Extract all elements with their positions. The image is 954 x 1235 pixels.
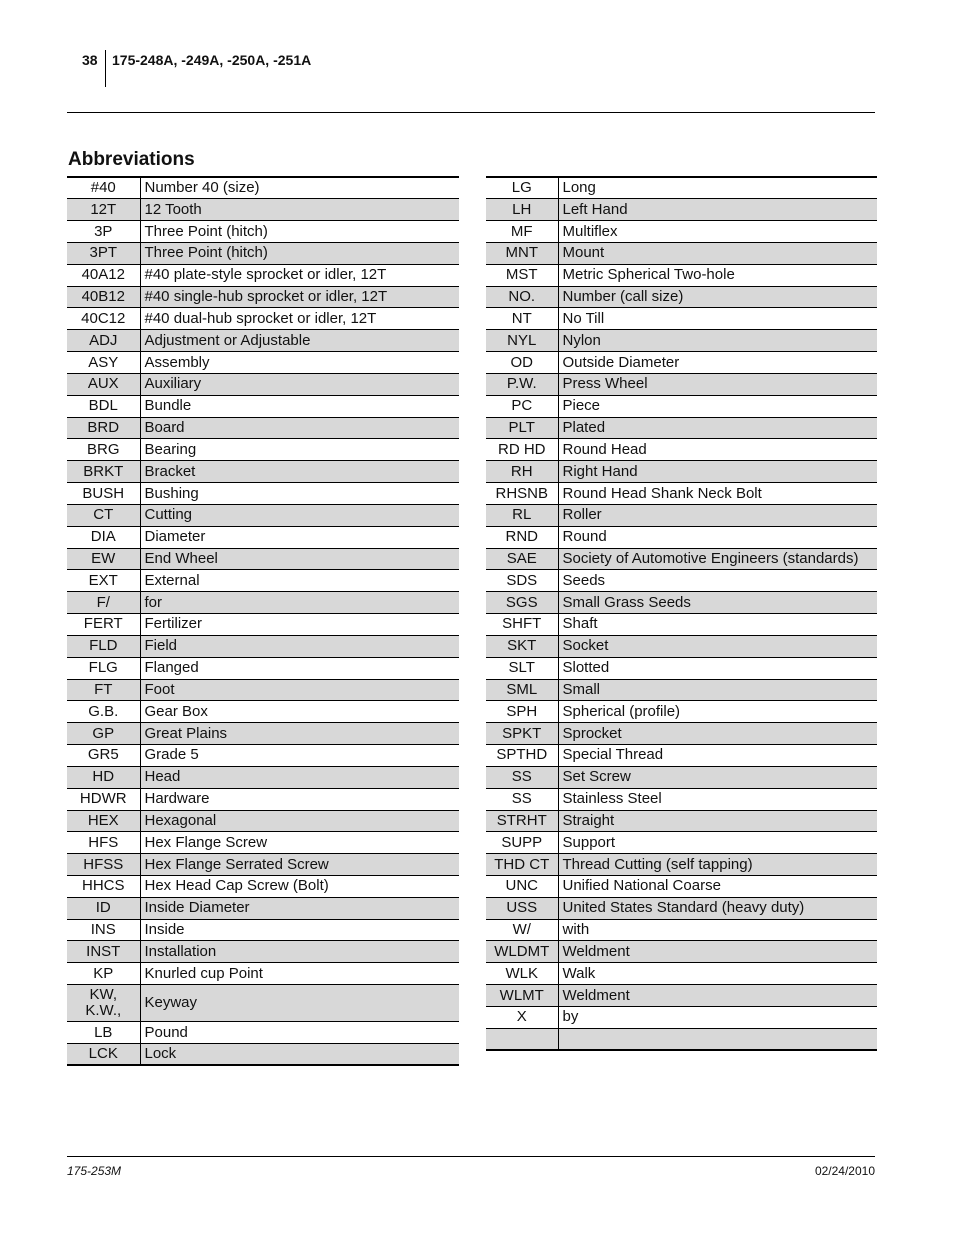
abbreviation-cell: BRD: [67, 417, 140, 439]
meaning-cell: Outside Diameter: [558, 352, 877, 374]
model-numbers: 175-248A, -249A, -250A, -251A: [112, 52, 312, 68]
table-row: [67, 352, 459, 374]
abbreviation-cell: HEX: [67, 810, 140, 832]
abbreviation-cell: BRKT: [67, 461, 140, 483]
meaning-cell: Piece: [558, 395, 877, 417]
table-row: [486, 504, 877, 526]
abbreviation-cell: SGS: [486, 592, 558, 614]
table-row: [67, 526, 459, 548]
abbreviation-cell: FLD: [67, 635, 140, 657]
table-row: [486, 1028, 877, 1050]
meaning-cell: Unified National Coarse: [558, 876, 877, 898]
table-row: [67, 897, 459, 919]
meaning-cell: #40 plate-style sprocket or idler, 12T: [140, 264, 459, 286]
meaning-cell: Number (call size): [558, 286, 877, 308]
table-row: [67, 832, 459, 854]
abbreviation-cell: SUPP: [486, 832, 558, 854]
table-row: [486, 614, 877, 636]
table-row: [67, 439, 459, 461]
meaning-cell: 12 Tooth: [140, 199, 459, 221]
abbreviation-cell: MST: [486, 264, 558, 286]
table-row: [67, 854, 459, 876]
meaning-cell: Fertilizer: [140, 614, 459, 636]
meaning-cell: Stainless Steel: [558, 788, 877, 810]
abbreviation-cell: ADJ: [67, 330, 140, 352]
table-row: [67, 1043, 459, 1065]
meaning-cell: Metric Spherical Two-hole: [558, 264, 877, 286]
abbreviation-cell: SPKT: [486, 723, 558, 745]
meaning-cell: Weldment: [558, 941, 877, 963]
table-row: [486, 963, 877, 985]
abbreviation-cell: ASY: [67, 352, 140, 374]
abbreviation-cell: RND: [486, 526, 558, 548]
table-row: [486, 919, 877, 941]
meaning-cell: Right Hand: [558, 461, 877, 483]
table-row: [67, 657, 459, 679]
meaning-cell: Inside: [140, 919, 459, 941]
meaning-cell: Spherical (profile): [558, 701, 877, 723]
meaning-cell: Knurled cup Point: [140, 963, 459, 985]
meaning-cell: Bearing: [140, 439, 459, 461]
table-row: [486, 985, 877, 1007]
abbreviation-cell: RH: [486, 461, 558, 483]
abbreviation-cell: CT: [67, 504, 140, 526]
abbreviation-cell: WLDMT: [486, 941, 558, 963]
meaning-cell: Keyway: [140, 985, 459, 1022]
table-row: [486, 635, 877, 657]
abbreviation-cell: SHFT: [486, 614, 558, 636]
page-number: 38: [82, 52, 98, 68]
meaning-cell: #40 dual-hub sprocket or idler, 12T: [140, 308, 459, 330]
meaning-cell: Weldment: [558, 985, 877, 1007]
meaning-cell: Round: [558, 526, 877, 548]
abbreviation-cell: 40C12: [67, 308, 140, 330]
table-row: [486, 766, 877, 788]
table-row: [67, 504, 459, 526]
table-row: [486, 810, 877, 832]
table-row: [486, 286, 877, 308]
meaning-cell: United States Standard (heavy duty): [558, 897, 877, 919]
abbreviation-cell: THD CT: [486, 854, 558, 876]
table-row: [67, 417, 459, 439]
abbreviation-cell: WLMT: [486, 985, 558, 1007]
table-row: [67, 919, 459, 941]
meaning-cell: Number 40 (size): [144, 179, 260, 197]
abbreviation-cell: LCK: [67, 1043, 140, 1065]
meaning-cell: Special Thread: [558, 745, 877, 767]
meaning-cell: Field: [140, 635, 459, 657]
table-row: [67, 766, 459, 788]
meaning-cell: Society of Automotive Engineers (standards): [558, 548, 877, 570]
abbreviation-cell: RD HD: [486, 439, 558, 461]
meaning-cell: Mount: [558, 242, 877, 264]
table-row: [486, 439, 877, 461]
top-rule: [67, 112, 875, 113]
meaning-cell: Thread Cutting (self tapping): [558, 854, 877, 876]
abbreviation-cell: SPH: [486, 701, 558, 723]
abbreviation-cell: HD: [67, 766, 140, 788]
table-row: [67, 221, 459, 243]
abbreviation-cell: SS: [486, 766, 558, 788]
meaning-cell: with: [558, 919, 877, 941]
table-row: [67, 570, 459, 592]
meaning-cell: Foot: [140, 679, 459, 701]
table-row: [486, 199, 877, 221]
meaning-cell: Bushing: [140, 483, 459, 505]
meaning-cell: Board: [140, 417, 459, 439]
abbreviation-cell: LB: [67, 1022, 140, 1044]
abbreviation-cell: RHSNB: [486, 483, 558, 505]
table-row: [67, 199, 459, 221]
meaning-cell: Assembly: [140, 352, 459, 374]
abbreviation-cell: 12T: [67, 199, 140, 221]
table-row: [67, 1022, 459, 1044]
meaning-cell: Press Wheel: [558, 373, 877, 395]
abbreviation-cell: INST: [67, 941, 140, 963]
table-row: [67, 679, 459, 701]
abbreviation-cell: SPTHD: [486, 745, 558, 767]
table-row: [486, 897, 877, 919]
meaning-cell: Grade 5: [140, 745, 459, 767]
table-row: [486, 352, 877, 374]
table-row: [486, 548, 877, 570]
meaning-cell: Seeds: [558, 570, 877, 592]
table-row: [486, 941, 877, 963]
meaning-cell: Great Plains: [140, 723, 459, 745]
table-row: [486, 461, 877, 483]
table-row: [486, 373, 877, 395]
abbreviation-cell: FLG: [67, 657, 140, 679]
abbreviation-cell: GR5: [67, 745, 140, 767]
abbreviations-table-right: [486, 176, 877, 1051]
abbreviation-cell: NYL: [486, 330, 558, 352]
meaning-cell: Support: [558, 832, 877, 854]
abbreviation-cell: OD: [486, 352, 558, 374]
table-row: [67, 745, 459, 767]
abbreviation-cell: #40: [67, 177, 140, 199]
meaning-cell: Plated: [558, 417, 877, 439]
meaning-cell: Three Point (hitch): [140, 242, 459, 264]
abbreviation-cell: DIA: [67, 526, 140, 548]
abbreviation-cell: G.B.: [67, 701, 140, 723]
table-row: [67, 723, 459, 745]
abbreviation-cell: SAE: [486, 548, 558, 570]
meaning-cell: Round Head Shank Neck Bolt: [558, 483, 877, 505]
meaning-cell: Head: [140, 766, 459, 788]
abbreviation-cell: SS: [486, 788, 558, 810]
abbreviation-cell: 3PT: [67, 242, 140, 264]
meaning-cell: Lock: [140, 1043, 459, 1065]
table-row: [486, 876, 877, 898]
table-row: [486, 1006, 877, 1028]
document-date: 02/24/2010: [814, 1164, 875, 1178]
abbreviation-cell: BDL: [67, 395, 140, 417]
meaning-cell: End Wheel: [140, 548, 459, 570]
abbreviation-cell: KP: [67, 963, 140, 985]
table-row: [67, 461, 459, 483]
abbreviation-cell: BUSH: [67, 483, 140, 505]
abbreviation-cell: SKT: [486, 635, 558, 657]
abbreviation-cell: GP: [67, 723, 140, 745]
table-row: [486, 308, 877, 330]
meaning-cell: by: [558, 1006, 877, 1028]
table-row: [67, 614, 459, 636]
abbreviation-cell: INS: [67, 919, 140, 941]
abbreviation-cell: W/: [486, 919, 558, 941]
meaning-cell: Small Grass Seeds: [558, 592, 877, 614]
table-row: [486, 221, 877, 243]
table-row: [486, 723, 877, 745]
meaning-cell: Gear Box: [140, 701, 459, 723]
abbreviation-cell: 3P: [67, 221, 140, 243]
abbreviation-cell: FT: [67, 679, 140, 701]
table-row: [486, 242, 877, 264]
table-row: [486, 330, 877, 352]
table-row: [67, 985, 459, 1022]
meaning-cell: Round Head: [558, 439, 877, 461]
abbreviation-cell: HFSS: [67, 854, 140, 876]
abbreviation-cell: SDS: [486, 570, 558, 592]
page-header: [82, 52, 104, 68]
abbreviation-cell: EXT: [67, 570, 140, 592]
meaning-cell: Bundle: [140, 395, 459, 417]
meaning-cell: Slotted: [558, 657, 877, 679]
table-row: [67, 395, 459, 417]
table-row: [67, 286, 459, 308]
table-body: [486, 177, 877, 1050]
table-row: [486, 264, 877, 286]
abbreviation-cell: WLK: [486, 963, 558, 985]
meaning-cell: Multiflex: [558, 221, 877, 243]
abbreviation-cell: SML: [486, 679, 558, 701]
abbreviation-cell: X: [486, 1006, 558, 1028]
table-row: [486, 526, 877, 548]
abbreviations-table-left: [67, 176, 459, 1066]
abbreviation-cell: STRHT: [486, 810, 558, 832]
table-row: [67, 483, 459, 505]
meaning-cell: Hex Head Cap Screw (Bolt): [140, 876, 459, 898]
table-row: [486, 657, 877, 679]
bottom-rule: [67, 1156, 875, 1157]
abbreviation-cell: NT: [486, 308, 558, 330]
table-body: [67, 177, 459, 1065]
table-row: [67, 264, 459, 286]
meaning-cell: Walk: [558, 963, 877, 985]
table-row: [486, 483, 877, 505]
abbreviation-cell: AUX: [67, 373, 140, 395]
meaning-cell: Long: [562, 179, 596, 197]
meaning-cell: Diameter: [140, 526, 459, 548]
abbreviation-cell: USS: [486, 897, 558, 919]
meaning-cell: Inside Diameter: [140, 897, 459, 919]
abbreviation-cell: LH: [486, 199, 558, 221]
meaning-cell: Three Point (hitch): [140, 221, 459, 243]
meaning-cell: Installation: [140, 941, 459, 963]
meaning-cell: Hex Flange Screw: [140, 832, 459, 854]
table-row: [67, 701, 459, 723]
abbreviation-cell: MF: [486, 221, 558, 243]
abbreviation-cell: EW: [67, 548, 140, 570]
abbreviation-cell: 40B12: [67, 286, 140, 308]
abbreviation-cell: SLT: [486, 657, 558, 679]
table-row: [67, 635, 459, 657]
meaning-cell: Bracket: [140, 461, 459, 483]
meaning-cell: Straight: [558, 810, 877, 832]
abbreviation-cell: 40A12: [67, 264, 140, 286]
meaning-cell: Small: [558, 679, 877, 701]
meaning-cell: External: [140, 570, 459, 592]
meaning-cell: [558, 1028, 877, 1050]
table-row: [67, 788, 459, 810]
abbreviation-cell: FERT: [67, 614, 140, 636]
abbreviation-cell: PLT: [486, 417, 558, 439]
table-row: [67, 876, 459, 898]
meaning-cell: Auxiliary: [140, 373, 459, 395]
meaning-cell: Hardware: [140, 788, 459, 810]
meaning-cell: Left Hand: [558, 199, 877, 221]
abbreviation-cell: MNT: [486, 242, 558, 264]
meaning-cell: Socket: [558, 635, 877, 657]
abbreviation-cell: UNC: [486, 876, 558, 898]
table-row: [67, 308, 459, 330]
abbreviation-cell: [486, 1028, 558, 1050]
header-divider: [105, 50, 106, 87]
table-row: [486, 832, 877, 854]
abbreviation-cell: BRG: [67, 439, 140, 461]
meaning-cell: Sprocket: [558, 723, 877, 745]
table-row: [67, 242, 459, 264]
abbreviation-cell: ID: [67, 897, 140, 919]
table-row: [486, 745, 877, 767]
meaning-cell: Pound: [140, 1022, 459, 1044]
meaning-cell: #40 single-hub sprocket or idler, 12T: [140, 286, 459, 308]
table-row: [486, 417, 877, 439]
abbreviation-cell: HHCS: [67, 876, 140, 898]
table-row: [67, 963, 459, 985]
table-row: [486, 701, 877, 723]
meaning-cell: Adjustment or Adjustable: [140, 330, 459, 352]
page-title: Abbreviations: [68, 149, 195, 170]
meaning-cell: Nylon: [558, 330, 877, 352]
meaning-cell: Hex Flange Serrated Screw: [140, 854, 459, 876]
abbreviation-cell: RL: [486, 504, 558, 526]
table-row: [486, 592, 877, 614]
meaning-cell: for: [140, 592, 459, 614]
table-row: [67, 177, 459, 199]
abbreviation-cell: NO.: [486, 286, 558, 308]
table-row: [67, 810, 459, 832]
abbreviation-cell: HFS: [67, 832, 140, 854]
abbreviation-cell: P.W.: [486, 373, 558, 395]
abbreviation-cell: F/: [67, 592, 140, 614]
meaning-cell: Cutting: [140, 504, 459, 526]
abbreviation-cell: LG: [486, 177, 558, 199]
abbreviation-cell: PC: [486, 395, 558, 417]
meaning-cell: Hexagonal: [140, 810, 459, 832]
table-row: [486, 395, 877, 417]
meaning-cell: Set Screw: [558, 766, 877, 788]
table-row: [67, 592, 459, 614]
table-row: [67, 330, 459, 352]
document-number: 175-253M: [67, 1164, 122, 1178]
table-row: [486, 854, 877, 876]
meaning-cell: Roller: [558, 504, 877, 526]
abbreviation-cell: HDWR: [67, 788, 140, 810]
meaning-cell: Flanged: [140, 657, 459, 679]
table-row: [67, 941, 459, 963]
table-row: [67, 373, 459, 395]
table-row: [486, 788, 877, 810]
meaning-cell: No Till: [558, 308, 877, 330]
meaning-cell: Shaft: [558, 614, 877, 636]
table-row: [486, 570, 877, 592]
table-row: [486, 679, 877, 701]
table-row: [486, 177, 877, 199]
abbreviation-cell: KW, K.W.,: [67, 985, 140, 1022]
table-row: [67, 548, 459, 570]
